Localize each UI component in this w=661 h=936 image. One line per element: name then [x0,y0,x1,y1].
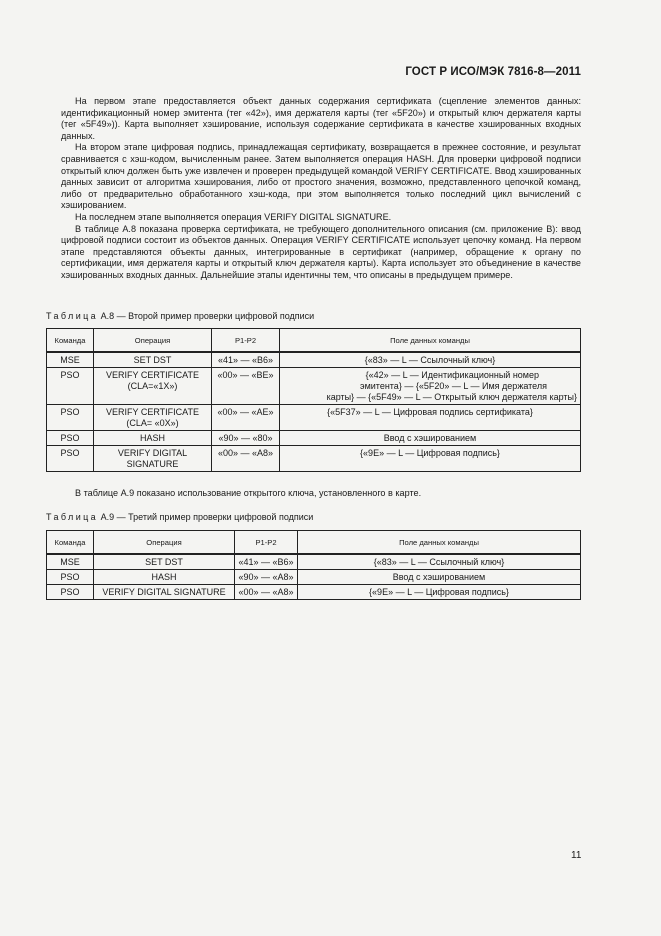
cell-data-field: Ввод с хэшированием [280,431,581,446]
table-a9-caption-text: А.9 — Третий пример проверки цифровой подписи [100,512,314,522]
table-row [47,352,581,368]
cell-data-field [280,368,581,405]
cell-data-field: {«5F37» — L — Цифровая подпись сертификата} [280,405,581,431]
cell-p1p2: «00» — «AE» [212,405,280,431]
paragraph-3: На последнем этапе выполняется операция VERIFY DIGITAL SIGNATURE. [75,211,392,222]
table-a9-intro: В таблице А.9 показано использование открытого ключа, установленного в карте. [75,488,422,498]
table-a9-header-row [47,531,581,555]
table-a9-header-command: Команда [47,531,94,555]
table-a8-caption [46,311,314,321]
cell-data-field: {«9E» — L — Цифровая подпись} [298,585,581,600]
table-row [47,570,581,585]
cell-command: PSO [47,570,94,585]
cell-operation [94,405,212,431]
table-row [47,431,581,446]
cell-command: PSO [47,368,94,405]
body-text [61,96,581,282]
cell-data-field: {«83» — L — Ссылочный ключ} [298,554,581,570]
cell-operation: HASH [94,570,235,585]
cell-command: PSO [47,446,94,472]
cell-operation [94,368,212,405]
cell-operation: HASH [94,431,212,446]
table-row [47,368,581,405]
cell-data-line: эмитента} — {«5F20» — L — Имя держателя [359,381,547,391]
cell-p1p2: «00» — «A8» [212,446,280,472]
paragraph-2: На втором этапе цифровая подпись, принадлежащая сертификату, возвращается в прежнее состояние, и результат сравнивается с хэш-кодом, вычисленным ранее. Затем выполняется операция HASH. Для проверки цифровой подписи открытый ключ должен быть уже извлечен и проверен предыдущей командой VERIFY CERTIFICATE. Ввод хэшированных данных зависит от алгоритма хэширования, либо от простого значения, возможно, представленного цепочкой команд, либо от предварительно обработанного хэш-кода, при этом выполняется только последний цикл вычислений с хэшированием. [61,142,581,211]
cell-operation-line: VERIFY CERTIFICATE [105,407,199,417]
cell-data-field: {«83» — L — Ссылочный ключ} [280,352,581,368]
table-row [47,554,581,570]
cell-operation-line: SIGNATURE [126,459,179,469]
table-a8-caption-word: Таблица [46,311,99,321]
cell-data-line: карты} — {«5F49» — L — Открытый ключ держателя карты} [326,392,577,402]
table-a8-header-command: Команда [47,329,94,353]
cell-data-field: Ввод с хэшированием [298,570,581,585]
cell-command: PSO [47,585,94,600]
table-row [47,405,581,431]
table-a9-caption-word: Таблица [46,512,99,522]
cell-p1p2: «90» — «80» [212,431,280,446]
table-a9 [46,530,581,600]
table-a8-header-p1p2: P1-P2 [212,329,280,353]
table-a8-header-row [47,329,581,353]
cell-command: MSE [47,554,94,570]
page-number: 11 [571,850,582,861]
paragraph-4: В таблице А.8 показана проверка сертификата, не требующего дополнительного описания (см. приложение В): ввод цифровой подписи состоит из объектов данных. Операция VERIFY CERTIFICATE использует цепочку команд. На первом этапе представляются объекты данных, интегрированные в сертификат (например, обращение к органу по сертификации, имя держателя карты и открытый ключ держателя карты). Карта использует это объединение в качестве хэшированных входных данных. Дальнейшие этапы идентичны тем, что описаны в предыдущем примере. [61,223,581,280]
cell-operation-line: VERIFY CERTIFICATE [105,370,199,380]
table-row [47,585,581,600]
cell-command: PSO [47,431,94,446]
table-a8 [46,328,581,472]
cell-command: PSO [47,405,94,431]
table-a9-header-operation: Операция [94,531,235,555]
table-a9-header-p1p2: P1-P2 [235,531,298,555]
cell-operation-line: (CLA= «0X») [126,418,179,428]
cell-p1p2: «41» — «B6» [235,554,298,570]
cell-operation-line: VERIFY DIGITAL [117,448,188,458]
cell-data-line: {«42» — L — Идентификационный номер [365,370,539,380]
standard-header: ГОСТ Р ИСО/МЭК 7816-8—2011 [405,66,581,78]
table-a8-header-data-field: Поле данных команды [280,329,581,353]
cell-operation-line: (CLA=«1X») [127,381,178,391]
cell-command: MSE [47,352,94,368]
table-a8-header-operation: Операция [94,329,212,353]
table-a9-header-data-field: Поле данных команды [298,531,581,555]
table-row [47,446,581,472]
cell-p1p2: «41» — «B6» [212,352,280,368]
paragraph-1: На первом этапе предоставляется объект данных содержания сертификата (сцепление элементов данных: идентификационный номер эмитента (тег «42»), имя держателя карты (тег «5F20») и открытый ключ держателя карты (тег «5F49»)). Карта выполняет хэширование, используя содержание сертификата в качестве хэшированных входных данных. [61,96,581,141]
table-a8-caption-text: А.8 — Второй пример проверки цифровой подписи [100,311,315,321]
cell-operation: SET DST [94,352,212,368]
cell-operation [94,446,212,472]
cell-p1p2: «90» — «A8» [235,570,298,585]
cell-data-field: {«9E» — L — Цифровая подпись} [280,446,581,472]
cell-p1p2: «00» — «BE» [212,368,280,405]
cell-operation: SET DST [94,554,235,570]
cell-p1p2: «00» — «A8» [235,585,298,600]
table-a9-caption [46,512,313,522]
cell-operation: VERIFY DIGITAL SIGNATURE [94,585,235,600]
